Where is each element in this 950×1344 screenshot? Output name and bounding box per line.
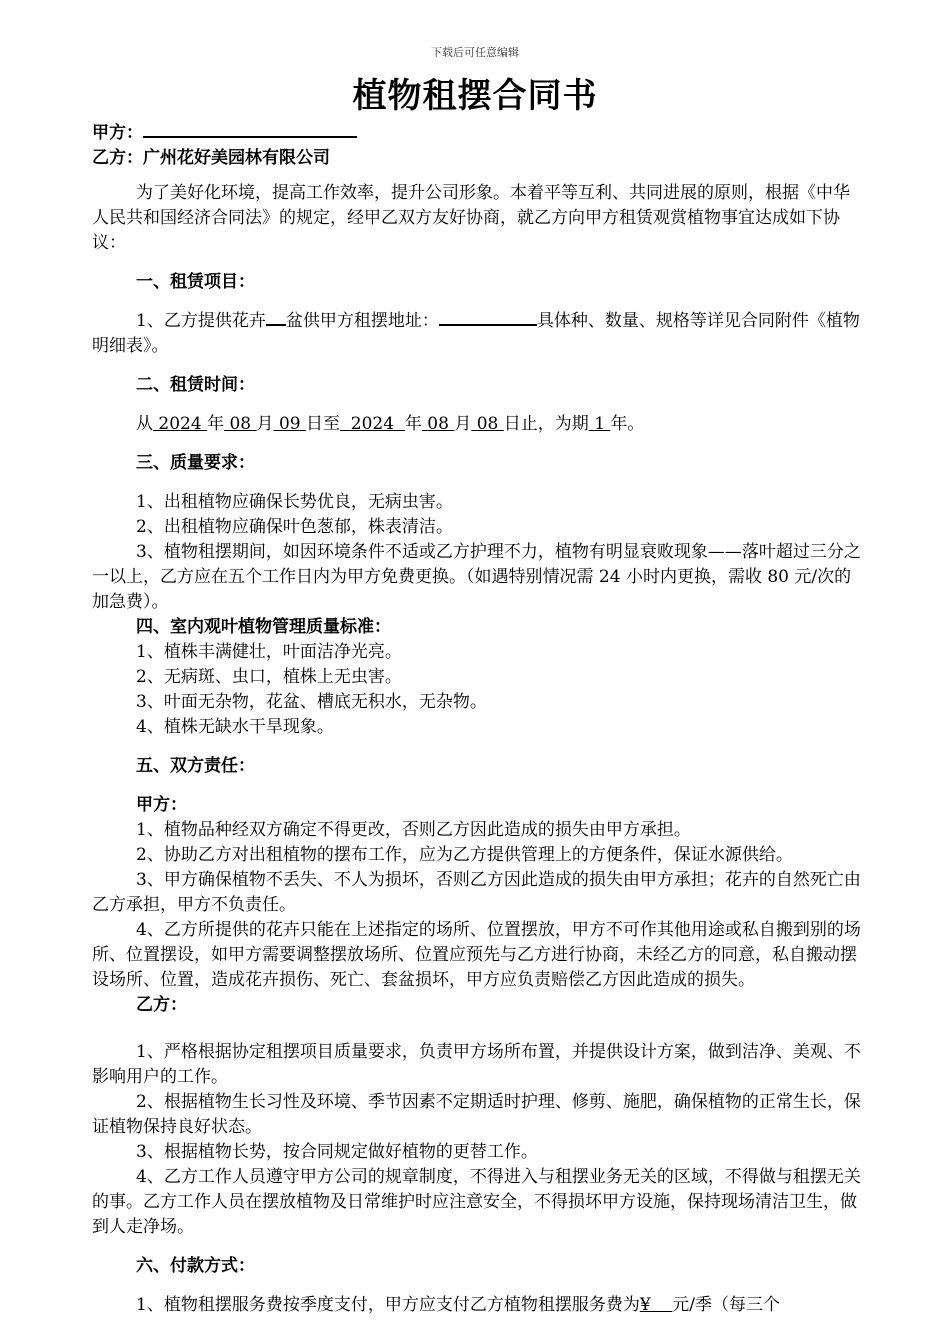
intro-paragraph: 为了美好化环境，提高工作效率，提升公司形象。本着平等互利、共同进展的原则，根据《中华人民共和国经济合同法》的规定，经甲乙双方友好协商，就乙方向甲方租赁观赏植物事宜达成如下协议：: [92, 183, 850, 253]
contract-body: [92, 118, 862, 1318]
start-month: 08: [229, 414, 252, 434]
party-a-line: [92, 118, 862, 146]
party-a-duties-label: 甲方：: [136, 795, 187, 815]
standard-item-1: 1、植株丰满健壮，叶面洁净光亮。: [136, 642, 402, 662]
year-char: 年: [207, 414, 225, 434]
start-day: 09: [278, 414, 301, 434]
party-b-duty-4: 4、乙方工作人员遵守甲方公司的规章制度，不得进入与租摆业务无关的区域，不得做与租摆无关的事。乙方工作人员在摆放植物及日常维护时应注意安全，不得损坏甲方设施，保持现场清洁卫生，做到人走净场。: [92, 1167, 861, 1237]
party-a-label: 甲方：: [92, 123, 143, 143]
section-3-heading: 三、质量要求：: [136, 453, 255, 473]
address-blank: [439, 310, 537, 326]
party-b-duty-1: 1、严格根据协定租摆项目质量要求，负责甲方场所布置，并提供设计方案，做到洁净、美观、不影响用户的工作。: [92, 1042, 861, 1087]
section-1-item-1: [92, 309, 862, 359]
section-4-heading: 四、室内观叶植物管理质量标准：: [136, 617, 391, 637]
section-6-heading: 六、付款方式：: [136, 1256, 255, 1276]
end-year: 2024: [350, 414, 395, 434]
end-month: 08: [427, 414, 449, 434]
section-2-heading: 二、租赁时间：: [136, 375, 255, 395]
party-a-duty-2: 2、协助乙方对出租植物的摆布工作，应为乙方提供管理上的方便条件，保证水源供给。: [136, 845, 793, 865]
payment-item-1: [92, 1293, 862, 1318]
party-a-blank: [143, 118, 357, 138]
s1-text-a: 1、乙方提供花卉: [136, 311, 266, 331]
party-a-duty-1: 1、植物品种经双方确定不得更改，否则乙方因此造成的损失由甲方承担。: [136, 820, 691, 840]
contract-title: 植物租摆合同书: [352, 76, 598, 116]
party-b-duty-2: 2、根据植物生长习性及环境、季节因素不定期适时护理、修剪、施肥，确保植物的正常生长，保证植物保持良好状态。: [92, 1092, 861, 1137]
payment-text-b: 元/季（每三个: [672, 1295, 781, 1315]
year-end-text: 年。: [610, 414, 645, 434]
payment-text-a: 1、植物租摆服务费按季度支付，甲方应支付乙方植物租摆服务费为: [136, 1295, 640, 1315]
quality-item-1: 1、出租植物应确保长势优良，无病虫害。: [136, 492, 453, 512]
section-1-heading: 一、租赁项目：: [136, 272, 255, 292]
month-char-2: 月: [454, 414, 472, 434]
standard-item-3: 3、叶面无杂物，花盆、槽底无积水，无杂物。: [136, 692, 487, 712]
party-b-duty-3: 3、根据植物长势，按合同规定做好植物的更替工作。: [136, 1142, 538, 1162]
party-b-line: 乙方：广州花好美园林有限公司: [92, 148, 330, 168]
party-a-duty-4: 4、乙方所提供的花卉只能在上述指定的场所、位置摆放，甲方不可作其他用途或私自搬到别的场所、位置摆设，如甲方需要调整摆放场所、位置应预先与乙方进行协商，未经乙方的同意，私自搬动摆设场所、位置，造成花卉损伤、死亡、套盆损坏，甲方应负责赔偿乙方因此造成的损失。: [92, 920, 861, 990]
quality-item-3: 3、植物租摆期间，如因环境条件不适或乙方护理不力，植物有明显衰败现象——落叶超过三分之一以上，乙方应在五个工作日内为甲方免费更换。（如遇特别情况需 24 小时内更换，需收 80 元/次的加急费）。: [92, 542, 861, 612]
pot-count-blank: [266, 310, 286, 326]
standard-item-2: 2、无病斑、虫口，植株上无虫害。: [136, 667, 402, 687]
s1-text-b: 盆供甲方租摆地址：: [285, 311, 439, 331]
section-5-heading: 五、双方责任：: [136, 756, 255, 776]
watermark-text: 下载后可任意编辑: [431, 46, 519, 59]
party-a-duty-3: 3、甲方确保植物不丢失、不人为损坏，否则乙方因此造成的损失由甲方承担；花卉的自然死亡由乙方承担，甲方不负责任。: [92, 870, 861, 915]
day-to-text: 日至: [305, 414, 340, 434]
end-day: 08: [476, 414, 499, 434]
standard-item-4: 4、植株无缺水干旱现象。: [136, 717, 334, 737]
day-end-text: 日止，为期: [503, 414, 589, 434]
fee-amount: ¥: [639, 1295, 651, 1315]
from-text: 从: [136, 414, 153, 434]
month-char: 月: [256, 414, 274, 434]
party-b-duties-label: 乙方：: [136, 995, 187, 1015]
start-year: 2024: [158, 414, 202, 434]
lease-period-line: [92, 412, 862, 437]
quality-item-2: 2、出租植物应确保叶色葱郁，株表清洁。: [136, 517, 453, 537]
period-years: 1: [594, 414, 606, 434]
year-char-2: 年: [404, 414, 422, 434]
s1-text-c: 具体种、数量、规格等详见合同附件《植物明细表》。: [92, 311, 860, 356]
